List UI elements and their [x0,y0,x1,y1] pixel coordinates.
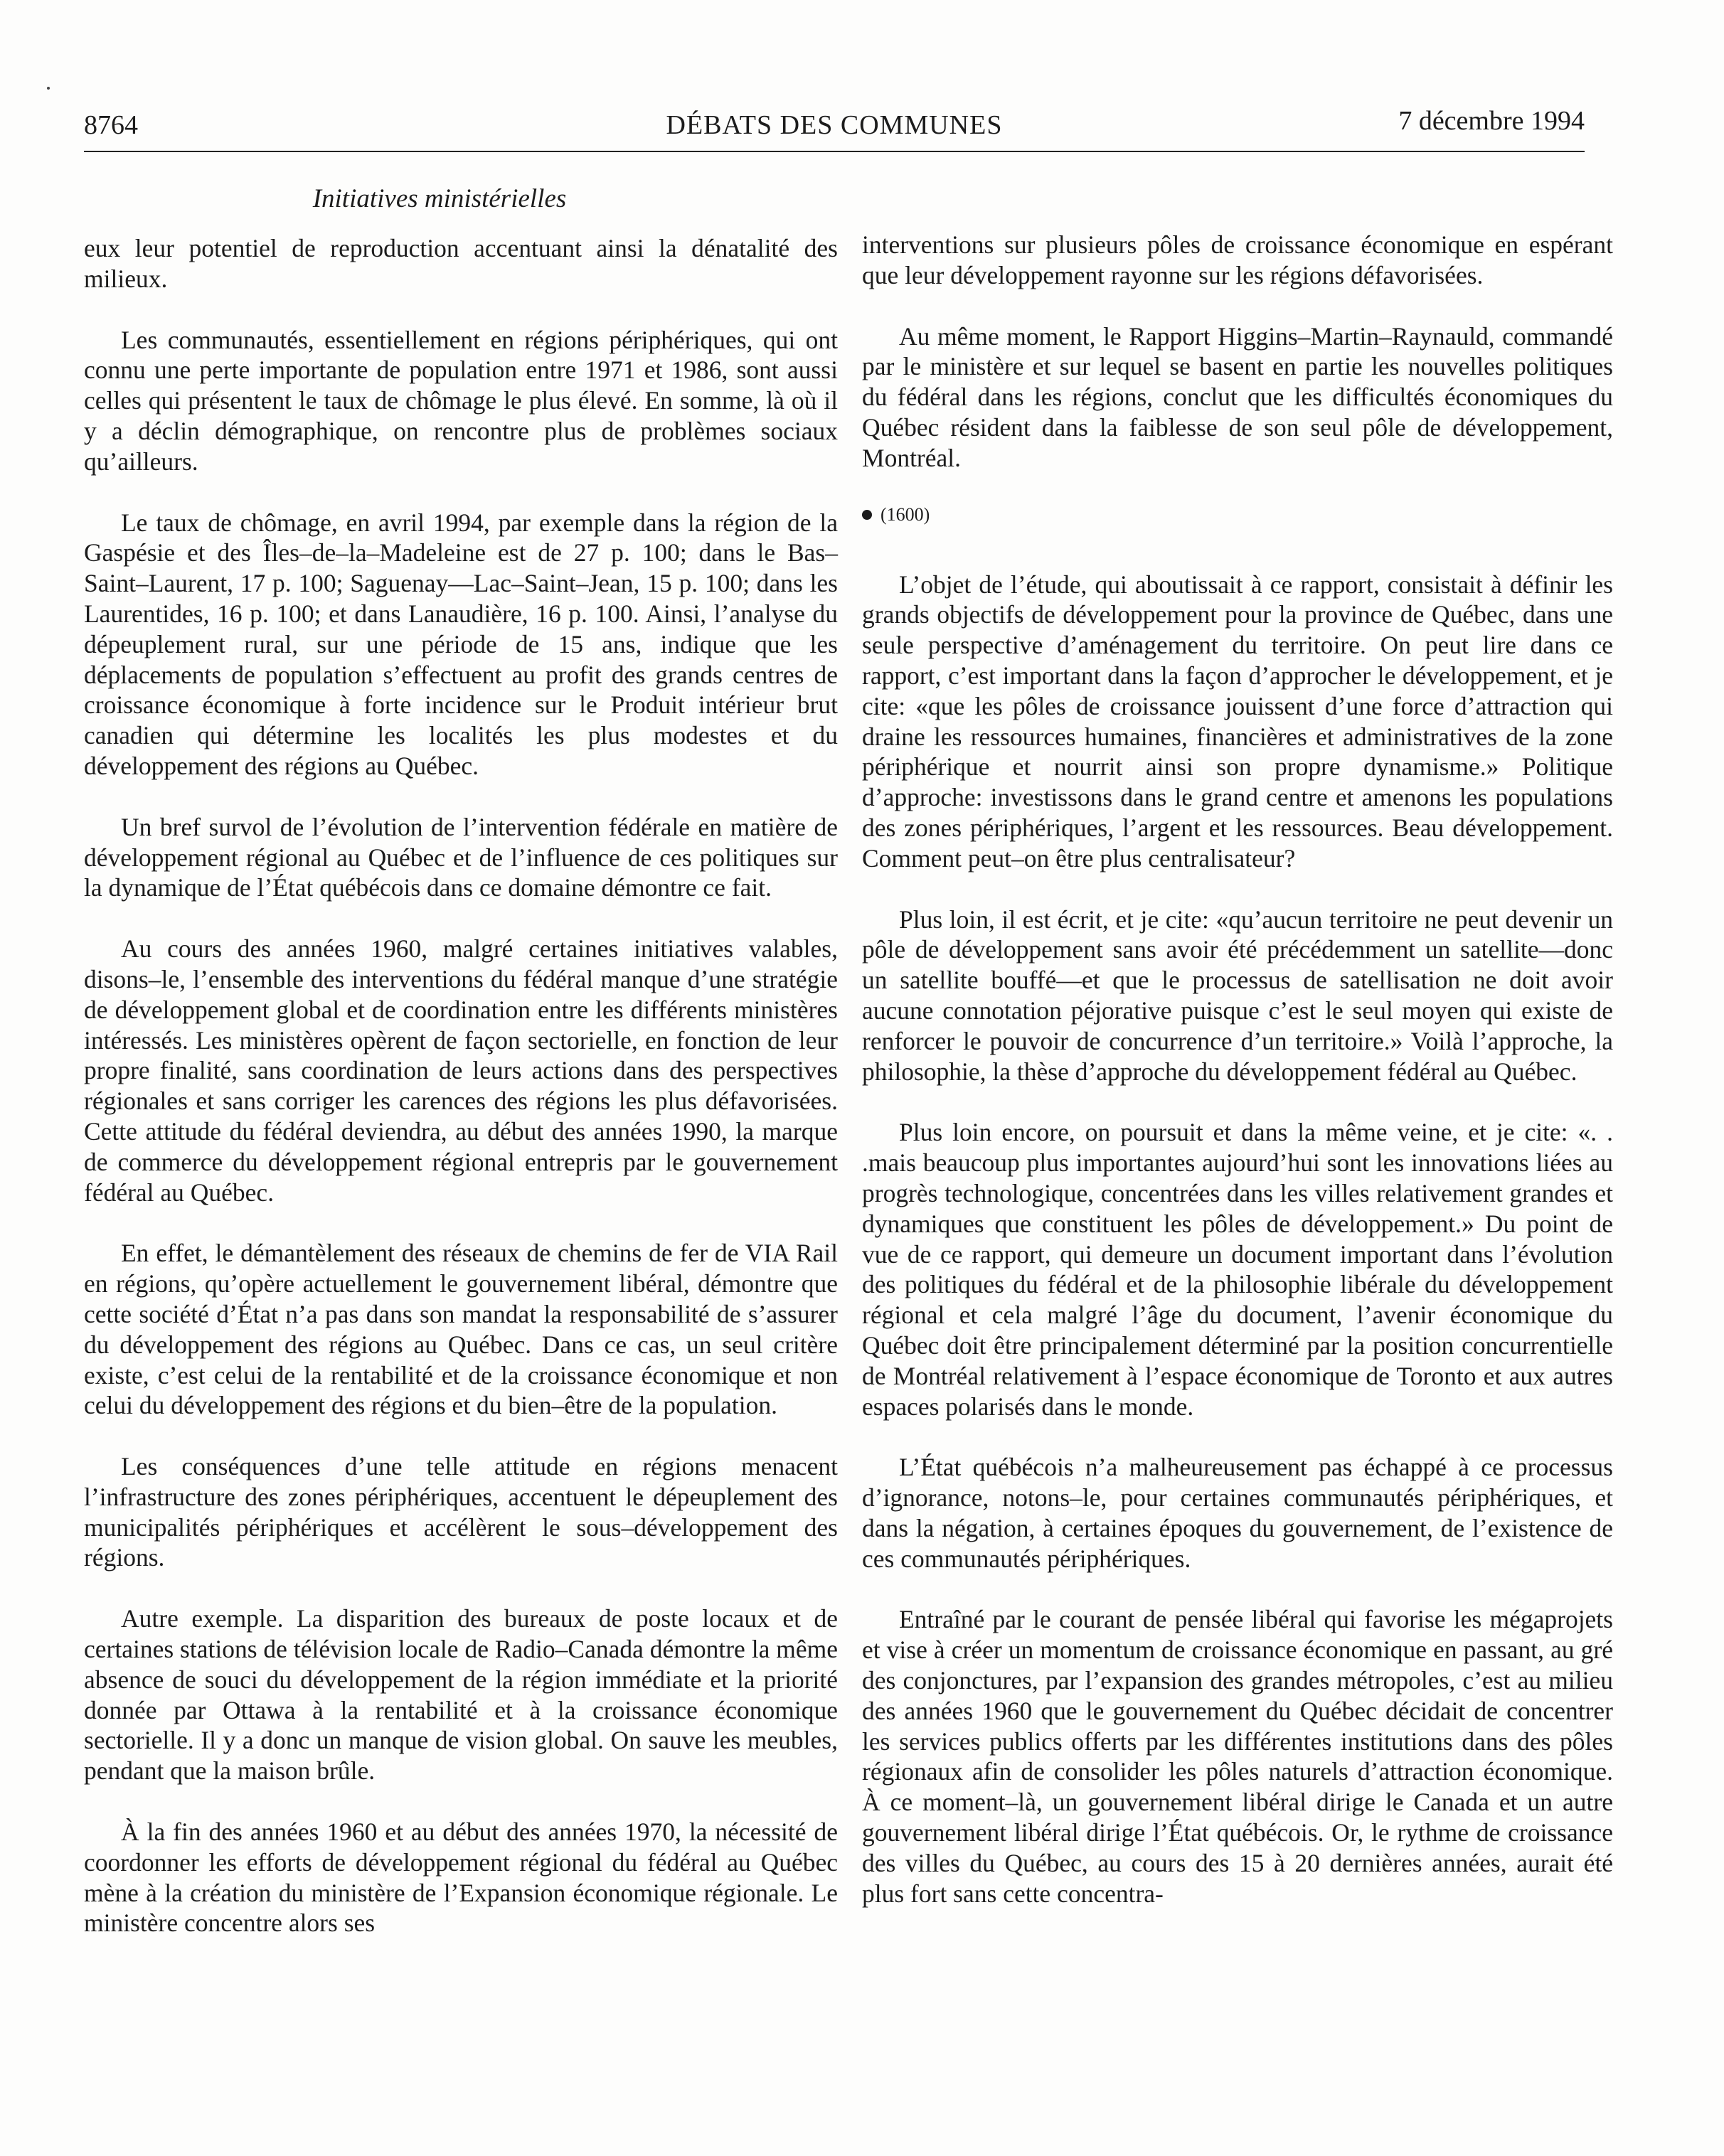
header-rule [84,151,1585,152]
time-marker [862,504,1613,525]
paragraph: Au cours des années 1960, malgré certaines initiatives valables, disons–le, l’ensemble des interventions du fédéral manque d’une stratégie de développement global et de coordination entre les différents ministères intéressés. Les ministères opèrent de façon sectorielle, en fonction de leur propre finalité, sans coordination de leurs actions dans des perspectives régionales et sans corriger les carences des régions les plus défavorisées. Cette attitude du fédéral deviendra, au début des années 1990, la marque de commerce du développement régional entrepris par le gouvernement fédéral au Québec. [84,934,838,1207]
paragraph: interventions sur plusieurs pôles de croissance économique en espérant que leur développement rayonne sur les régions défavorisées. [862,230,1613,289]
paragraph: À la fin des années 1960 et au début des années 1970, la nécessité de coordonner les efforts de développement régional du fédéral au Québec mène à la création du ministère de l’Expansion économique régionale. Le ministère concentre alors ses [84,1818,838,1938]
scan-speck [47,87,50,90]
paragraph: En effet, le démantèlement des réseaux de chemins de fer de VIA Rail en régions, qu’opère actuellement le gouvernement libéral, démontre que cette société d’État n’a pas dans son mandat la responsabilité de s’assurer du développement des régions au Québec. Dans ce cas, un seul critère existe, c’est celui de la rentabilité et de la croissance économique et non celui du développement des régions et du bien–être de la population. [84,1239,838,1420]
paragraph: Les communautés, essentiellement en régions périphériques, qui ont connu une perte importante de population entre 1971 et 1986, sont aussi celles qui présentent le taux de chômage le plus élevé. En somme, là où il y a déclin démographique, on rencontre plus de problèmes sociaux qu’ailleurs. [84,325,838,476]
right-column [862,230,1613,1909]
page-number: 8764 [84,110,138,140]
paragraph: Un bref survol de l’évolution de l’intervention fédérale en matière de développement régional au Québec et de l’influence de ces politiques sur la dynamique de l’État québécois dans ce domaine démontre ce fait. [84,812,838,902]
time-marker-label: (1600) [880,503,930,525]
paragraph: L’objet de l’étude, qui aboutissait à ce rapport, consistait à définir les grands objectifs de développement pour la province de Québec, dans une seule perspective d’aménagement du territoire. On peut lire dans ce rapport, c’est important dans la façon d’approcher le développement, et je cite: «que les pôles de croissance jouissent d’une force d’attraction qui draine les ressources humaines, financières et administratives de la zone périphérique et nourrit ainsi son propre dynamisme.» Politique d’approche: investissons dans le grand centre et amenons les populations des zones périphériques, l’argent et les ressources. Beau développement. Comment peut–on être plus centralisateur? [862,570,1613,872]
paragraph: eux leur potentiel de reproduction accentuant ainsi la dénatalité des milieux. [84,234,838,293]
section-title: Initiatives ministérielles [312,184,567,213]
paragraph: Autre exemple. La disparition des bureaux de poste locaux et de certaines stations de télévision locale de Radio–Canada démontre la même absence de souci du développement de la région immédiate et la priorité donnée par Ottawa à la rentabilité et à la croissance économique sectorielle. Il y a donc un manque de vision global. On sauve les meubles, pendant que la maison brûle. [84,1604,838,1786]
paragraph: Les conséquences d’une telle attitude en régions menacent l’infrastructure des zones périphériques, accentuent le dépeuplement des municipalités périphériques et accélèrent le sous–développement des régions. [84,1452,838,1572]
bullet-icon [862,510,872,520]
publication-title: DÉBATS DES COMMUNES [666,110,1003,140]
left-column [84,233,838,1938]
paragraph: Au même moment, le Rapport Higgins–Martin–Raynauld, commandé par le ministère et sur lequel se basent en partie les nouvelles politiques du fédéral dans les régions, conclut que les difficultés économiques du Québec résident dans la faiblesse de son seul pôle de développement, Montréal. [862,321,1613,472]
paragraph: Plus loin encore, on poursuit et dans la même veine, et je cite: «. . .mais beaucoup plus importantes aujourd’hui sont les innovations liées au progrès technologique, concentrées dans les villes relativement grandes et dynamiques que constituent les pôles de développement.» Du point de vue de ce rapport, qui demeure un document important dans l’évolution des politiques du fédéral et de la philosophie libérale du développement régional et cela malgré l’âge du document, l’avenir économique du Québec doit être principalement déterminé par la position concurrentielle de Montréal relativement à l’espace économique de Toronto et aux autres espaces polarisés dans le monde. [862,1118,1613,1421]
page-header [84,105,1585,149]
paragraph: Entraîné par le courant de pensée libéral qui favorise les mégaprojets et vise à créer un momentum de croissance économique en passant, au gré des conjonctures, par l’expansion des grandes métropoles, c’est au milieu des années 1960 que le gouvernement du Québec décidait de concentrer les services publics offerts par les différentes institutions dans des pôles régionaux afin de consolider les pôles naturels d’attraction économique. À ce moment–là, un gouvernement libéral dirige le Canada et un autre gouvernement libéral dirige l’État québécois. Or, le rythme de croissance des villes du Québec, au cours des 15 à 20 dernières années, aurait été plus fort sans cette concentra- [862,1605,1613,1908]
paragraph: Plus loin, il est écrit, et je cite: «qu’aucun territoire ne peut devenir un pôle de développement sans avoir été précédemment un satellite—donc un satellite bouffé—et que le processus de satellisation ne doit avoir aucune connotation péjorative puisque c’est le seul moyen qui existe de renforcer le pouvoir de concurrence d’un territoire.» Voilà l’approche, la philosophie, la thèse d’approche du développement fédéral au Québec. [862,904,1613,1086]
paragraph: L’État québécois n’a malheureusement pas échappé à ce processus d’ignorance, notons–le, pour certaines communautés périphériques, et dans la négation, à certaines époques du gouvernement, de l’existence de ces communautés périphériques. [862,1453,1613,1573]
publication-date: 7 décembre 1994 [1398,106,1585,136]
paragraph: Le taux de chômage, en avril 1994, par exemple dans la région de la Gaspésie et des Îles–de–la–Madeleine est de 27 p. 100; dans le Bas–Saint–Laurent, 17 p. 100; Saguenay—Lac–Saint–Jean, 15 p. 100; dans les Laurentides, 16 p. 100; et dans Lanaudière, 16 p. 100. Ainsi, l’analyse du dépeuplement rural, sur une période de 15 ans, indique que les déplacements de population s’effectuent au profit des grands centres de croissance économique à forte incidence sur le Produit intérieur brut canadien qui détermine les localités les plus modestes et du développement des régions au Québec. [84,508,838,780]
